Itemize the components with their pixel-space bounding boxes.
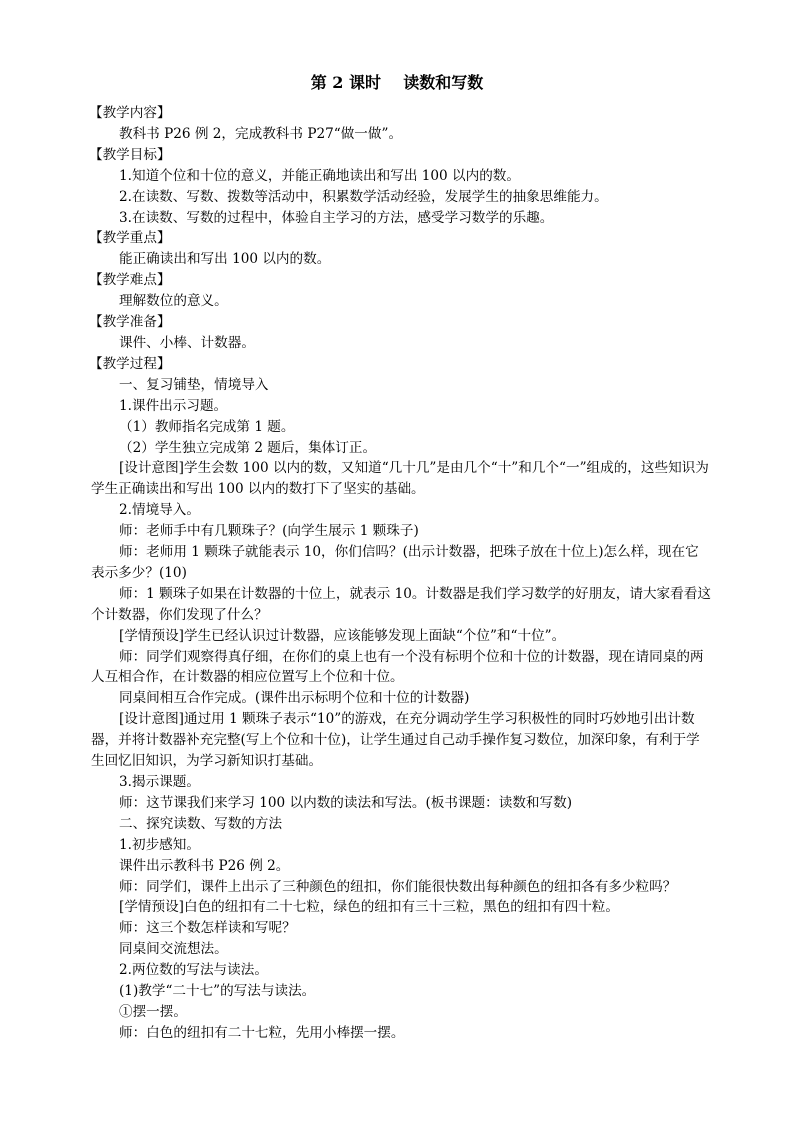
paragraph: 师：同学们，课件上出示了三种颜色的纽扣，你们能很快数出每种颜色的纽扣各有多少粒吗？: [119, 878, 677, 895]
paragraph: 教科书 P26 例 2，完成教科书 P27“做一做”。: [119, 125, 403, 142]
paragraph: 1.初步感知。: [119, 836, 200, 853]
paragraph: 师：这三个数怎样读和写呢？: [119, 920, 296, 937]
paragraph: 3.在读数、写数的过程中，体验自主学习的方法，感受学习数学的乐趣。: [119, 209, 554, 226]
paragraph: 1.知道个位和十位的意义，并能正确地读出和写出 100 以内的数。: [119, 167, 520, 184]
paragraph: 师：老师手中有几颗珠子？(向学生展示 1 颗珠子): [119, 523, 419, 540]
paragraph: (1)教学“二十七”的写法与读法。: [119, 983, 316, 1000]
paragraph: ①摆一摆。: [119, 1003, 187, 1020]
paragraph: 2.在读数、写数、拨数等活动中，积累数学活动经验，发展学生的抽象思维能力。: [119, 188, 608, 205]
paragraph: [学情预设]白色的纽扣有二十七粒，绿色的纽扣有三十三粒，黑色的纽扣有四十粒。: [119, 899, 619, 916]
page-title: 第 2 课时 读数和写数: [310, 73, 484, 92]
paragraph: 二、探究读数、写数的方法: [119, 815, 283, 832]
section-heading-preparation: 【教学准备】: [89, 314, 171, 331]
section-heading-goals: 【教学目标】: [89, 146, 171, 163]
paragraph: （1）教师指名完成第 1 题。: [119, 418, 295, 435]
paragraph: 同桌间交流想法。: [119, 941, 228, 958]
paragraph: [设计意图]学生会数 100 以内的数，又知道“几十几”是由几个“十”和几个“一”组成的，这些知识为学生正确读出和写出 100 以内的数打下了坚实的基础。: [91, 460, 709, 498]
paragraph: 2.两位数的写法与读法。: [119, 962, 268, 979]
section-heading-process: 【教学过程】: [89, 355, 171, 372]
document-body: [91, 103, 711, 1044]
paragraph: （2）学生独立完成第 2 题后，集体订正。: [119, 439, 377, 456]
paragraph: 师：同学们观察得真仔细，在你们的桌上也有一个没有标明个位和十位的计数器，现在请同桌的两人互相合作，在计数器的相应位置写上个位和十位。: [91, 648, 704, 686]
paragraph: 理解数位的意义。: [119, 293, 228, 310]
paragraph: 师：老师用 1 颗珠子就能表示 10，你们信吗？(出示计数器，把珠子放在十位上)怎么样，现在它表示多少？(10): [91, 544, 699, 581]
paragraph: 师：白色的纽扣有二十七粒，先用小棒摆一摆。: [119, 1024, 405, 1041]
paragraph: 课件出示教科书 P26 例 2。: [119, 857, 290, 874]
paragraph: 同桌间相互合作完成。(课件出示标明个位和十位的计数器): [119, 690, 470, 707]
paragraph: [学情预设]学生已经认识过计数器，应该能够发现上面缺“个位”和“十位”。: [119, 627, 566, 644]
section-heading-difficulties: 【教学难点】: [89, 272, 171, 289]
section-heading-content: 【教学内容】: [89, 105, 171, 121]
section-heading-key-points: 【教学重点】: [89, 230, 171, 247]
paragraph: [设计意图]通过用 1 颗珠子表示“10”的游戏，在充分调动学生学习积极性的同时巧妙地引出计数器，并将计数器补充完整(写上个位和十位)，让学生通过自己动手操作复习数位，加深印象，有利于学生回忆旧知识，为学习新知识打基础。: [91, 711, 700, 770]
paragraph: 课件、小棒、计数器。: [119, 334, 255, 351]
paragraph: 1.课件出示习题。: [119, 397, 228, 414]
paragraph: 2.情境导入。: [119, 502, 200, 519]
paragraph: 3.揭示课题。: [119, 774, 200, 790]
paragraph: 师：这节课我们来学习 100 以内数的读法和写法。(板书课题：读数和写数): [119, 794, 573, 811]
paragraph: 能正确读出和写出 100 以内的数。: [119, 251, 331, 268]
paragraph: 师：1 颗珠子如果在计数器的十位上，就表示 10。计数器是我们学习数学的好朋友，请大家看看这个计数器，你们发现了什么？: [91, 585, 711, 623]
paragraph: 一、复习铺垫，情境导入: [119, 376, 269, 393]
